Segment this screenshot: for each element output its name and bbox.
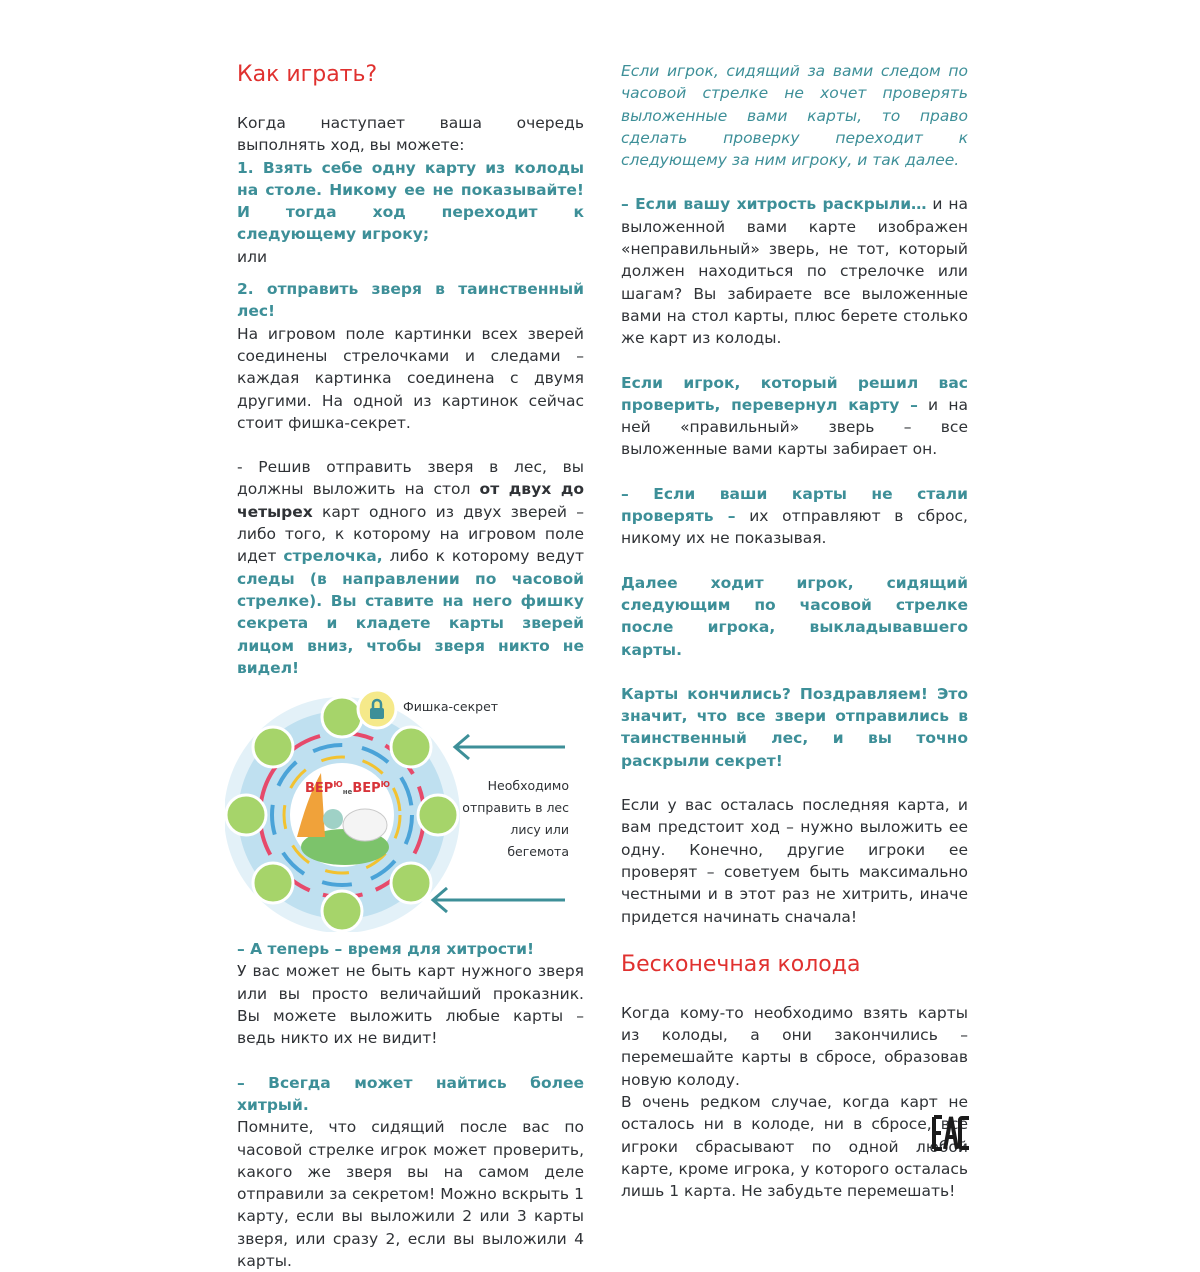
check-text: Помните, что сидящий после вас по часовой стрелке игрок может проверить, какого же зверя вы на самом деле отправили за секретом! Можно вскрыть 1 карту, если вы выложили 2 или 3 карты зверя, или сразу 2, если вы выложили 4 карты. xyxy=(237,1118,584,1270)
game-board-figure xyxy=(225,687,575,932)
reshuffle-text: Когда кому-то необходимо взять карты из колоды, а они закончились – перемешайте карты в сбросе, образовав новую колоду. xyxy=(621,1003,968,1089)
station-bird xyxy=(391,727,431,767)
rule-paragraph-send: - Решив отправить зверя в лес, вы должны выложить на стол от двух до четырех карт одного из двух зверей – либо того, к которому на игровом поле идет стрелочка, либо к которому ведут следы (в направлении по часовой стрелке). Вы ставите на него фишку секрета и кладете карты зверей лицом вниз, чтобы зверя никто не видел! xyxy=(237,458,584,677)
rare-case-text: В очень редком случае, когда карт не осталось ни в колоде, ни в сбросе, все игроки сбрасывают по одной любой карте, кроме игрока, у которого осталась лишь 1 карта. Не забудьте перемешать! xyxy=(621,1092,968,1201)
trick-text: У вас может не быть карт нужного зверя или вы просто величайший проказник. Вы можете выложить любые карты – ведь никто их не видит! xyxy=(237,962,584,1048)
revealed-paragraph: – Если вашу хитрость раскрыли… и на выложенной вами карте изображен «неправильный» зверь, не тот, который должен находиться по стрелочке или шагам? Вы забираете все выложенные вами на стол карты, плюс берете столько же карт из колоды. xyxy=(621,195,968,348)
right-column xyxy=(621,60,968,1202)
option-2-title: 2. отправить зверя в таинственный лес! xyxy=(237,280,584,321)
station-frog xyxy=(253,727,293,767)
game-board-illustration xyxy=(225,687,575,932)
logo-text: Ю xyxy=(333,780,343,790)
station-bear xyxy=(391,863,431,903)
last-card-text: Если у вас осталась последняя карта, и вам предстоит ход – нужно выложить ее одну. Конечно, другие игроки ее проверят – советуем быть максимально честными и в этот раз не хитрить, иначе придется начинать сначала! xyxy=(621,796,968,926)
station-owl xyxy=(322,697,362,737)
figure-caption: Необходимо отправить в лес лису или бегемота xyxy=(462,778,569,860)
logo-text: ВЕР xyxy=(305,781,334,797)
cards-over-text: Карты кончились? Поздравляем! Это значит, что все звери отправились в таинственный лес, и вы точно раскрыли секрет! xyxy=(621,684,968,770)
logo-text: не xyxy=(342,788,353,797)
flipped-paragraph: Если игрок, который решил вас проверить, перевернул карту – и на ней «правильный» зверь – все выложенные вами карты забирает он. xyxy=(621,373,968,459)
eac-mark xyxy=(931,1113,971,1153)
option-2-text: На игровом поле картинки всех зверей соединены стрелочками и следами – каждая картинка соединена с двумя другими. На одной из картинок сейчас стоит фишка-секрет. xyxy=(237,324,584,432)
intro-text: Когда наступает ваша очередь выполнять ход, вы можете: xyxy=(237,114,584,155)
option-1: 1. Взять себе одну карту из колоды на столе. Никому ее не показывайте! И тогда ход переходит к следующему игроку; xyxy=(237,158,584,244)
logo-text: Ю xyxy=(380,780,391,790)
logo-text: ВЕР xyxy=(352,781,381,797)
heading-endless-deck: Бесконечная колода xyxy=(621,951,861,977)
check-title: – Всегда может найтись более хитрый. xyxy=(237,1073,584,1114)
lock-icon xyxy=(370,708,384,719)
rabbit-icon xyxy=(323,809,343,829)
unchecked-paragraph: – Если ваши карты не стали проверять – их отправляют в сброс, никому их не показывая. xyxy=(621,484,968,548)
sheep-icon xyxy=(343,809,387,841)
heading-how-to-play: Как играть? xyxy=(237,62,378,87)
trick-title: – А теперь – время для хитрости! xyxy=(237,940,535,959)
italic-note: Если игрок, сидящий за вами следом по часовой стрелке не хочет проверять выложенные вами карты, то право сделать проверку переходит к следующему за ним игроку, и так далее. xyxy=(621,62,968,170)
station-fox xyxy=(226,795,266,835)
token-label: Фишка-секрет xyxy=(403,699,499,715)
left-column xyxy=(237,60,584,1272)
station-cat xyxy=(322,891,362,931)
station-pig xyxy=(253,863,293,903)
or-text: или xyxy=(237,247,268,266)
next-player-text: Далее ходит игрок, сидящий следующим по часовой стрелке после игрока, выкладывавшего карты. xyxy=(621,573,968,659)
